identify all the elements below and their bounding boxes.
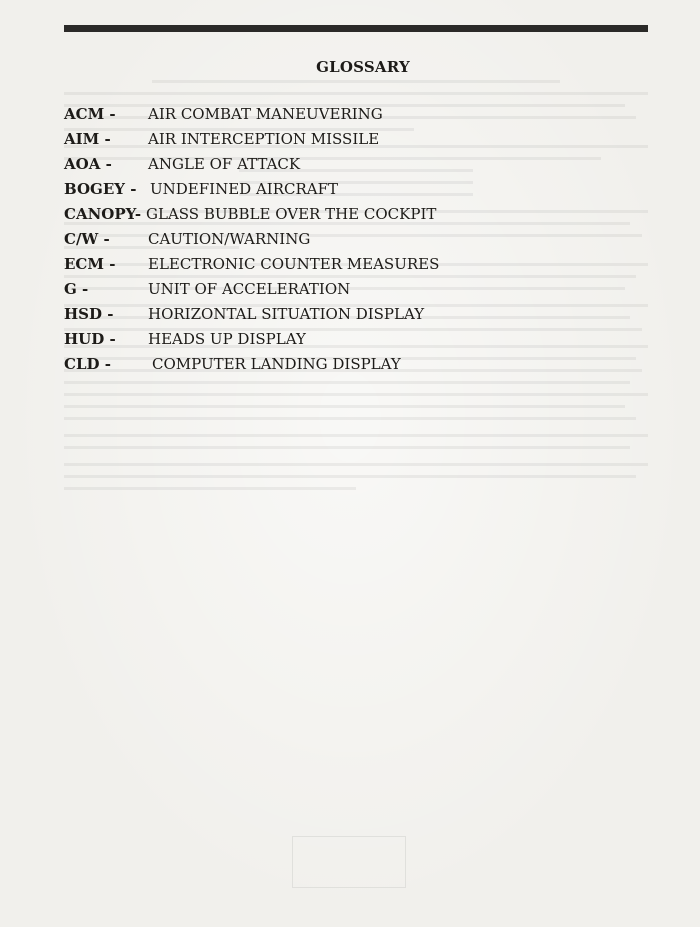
page-title: GLOSSARY	[316, 58, 410, 76]
glossary-term: G -	[64, 280, 89, 298]
glossary-definition: GLASS BUBBLE OVER THE COCKPIT	[146, 205, 437, 223]
reverse-side-logo-ghost	[292, 836, 406, 888]
glossary-entry	[64, 252, 624, 277]
glossary-term: HSD -	[64, 305, 114, 323]
glossary-definition: UNDEFINED AIRCRAFT	[150, 180, 339, 198]
glossary-definition: AIR INTERCEPTION MISSILE	[148, 130, 380, 148]
glossary-term: CLD -	[64, 355, 111, 373]
glossary-definition: HEADS UP DISPLAY	[148, 330, 306, 348]
glossary-entry	[64, 152, 624, 177]
glossary-definition: HORIZONTAL SITUATION DISPLAY	[148, 305, 425, 323]
glossary-definition: ELECTRONIC COUNTER MEASURES	[148, 255, 440, 273]
glossary-term: C/W -	[64, 230, 110, 248]
glossary-term: AIM -	[64, 130, 111, 148]
glossary-term: AOA -	[64, 155, 112, 173]
glossary-definition: CAUTION/WARNING	[148, 230, 311, 248]
glossary-entry	[64, 302, 624, 327]
glossary-entry	[64, 227, 624, 252]
glossary-definition: COMPUTER LANDING DISPLAY	[152, 355, 401, 373]
glossary-entry	[64, 327, 624, 352]
glossary-entry	[64, 127, 624, 152]
glossary-definition: UNIT OF ACCELERATION	[148, 280, 351, 298]
top-rule	[64, 25, 648, 32]
glossary-entry	[64, 177, 624, 202]
glossary-definition: ANGLE OF ATTACK	[148, 155, 301, 173]
glossary-entry	[64, 352, 624, 377]
glossary-entry	[64, 202, 624, 227]
glossary-definition: AIR COMBAT MANEUVERING	[148, 105, 383, 123]
glossary-entry	[64, 277, 624, 302]
glossary-term: ECM -	[64, 255, 116, 273]
glossary-list	[64, 102, 624, 377]
glossary-entry	[64, 102, 624, 127]
glossary-term: CANOPY-	[64, 205, 142, 223]
glossary-term: HUD -	[64, 330, 116, 348]
glossary-term: ACM -	[64, 105, 116, 123]
glossary-term: BOGEY -	[64, 180, 137, 198]
